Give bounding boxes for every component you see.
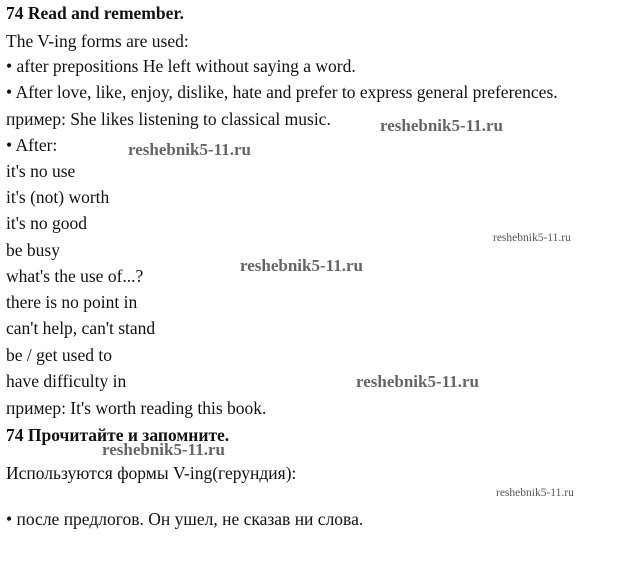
watermark-text: reshebnik5-11.ru bbox=[102, 440, 225, 459]
section-heading-en: 74 Read and remember. bbox=[6, 3, 184, 23]
phrase-item: have difficulty in bbox=[6, 371, 127, 391]
intro-line: The V-ing forms are used: bbox=[6, 31, 189, 51]
watermark-text: reshebnik5-11.ru bbox=[356, 372, 479, 391]
watermark-text: reshebnik5-11.ru bbox=[240, 256, 363, 275]
example-worth: пример: It's worth reading this book. bbox=[6, 398, 267, 418]
rule-preferences: • After love, like, enjoy, dislike, hate and prefer to express general preferences. bbox=[6, 82, 558, 102]
rule-prepositions: • after prepositions He left without saying a word. bbox=[6, 56, 356, 76]
intro-line-ru: Используются формы V-ing(герундия): bbox=[6, 463, 297, 483]
watermark-text: reshebnik5-11.ru bbox=[493, 232, 571, 244]
watermark-text: reshebnik5-11.ru bbox=[380, 116, 503, 135]
phrase-item: what's the use of...? bbox=[6, 266, 144, 286]
phrase-item: it's no use bbox=[6, 161, 76, 181]
watermark-text: reshebnik5-11.ru bbox=[128, 140, 251, 159]
example-preferences: пример: She likes listening to classical music. bbox=[6, 109, 331, 129]
watermark-text: reshebnik5-11.ru bbox=[496, 487, 574, 499]
phrase-item: be busy bbox=[6, 240, 60, 260]
phrase-item: it's no good bbox=[6, 213, 87, 233]
phrase-item: can't help, can't stand bbox=[6, 318, 156, 338]
phrase-item: it's (not) worth bbox=[6, 187, 110, 207]
rule-prepositions-ru: • после предлогов. Он ушел, не сказав ни слова. bbox=[6, 509, 364, 529]
section-heading-ru: 74 Прочитайте и запомните. bbox=[6, 425, 230, 445]
phrase-item: there is no point in bbox=[6, 292, 138, 312]
phrase-item: be / get used to bbox=[6, 345, 112, 365]
rule-after: • After: bbox=[6, 135, 58, 155]
